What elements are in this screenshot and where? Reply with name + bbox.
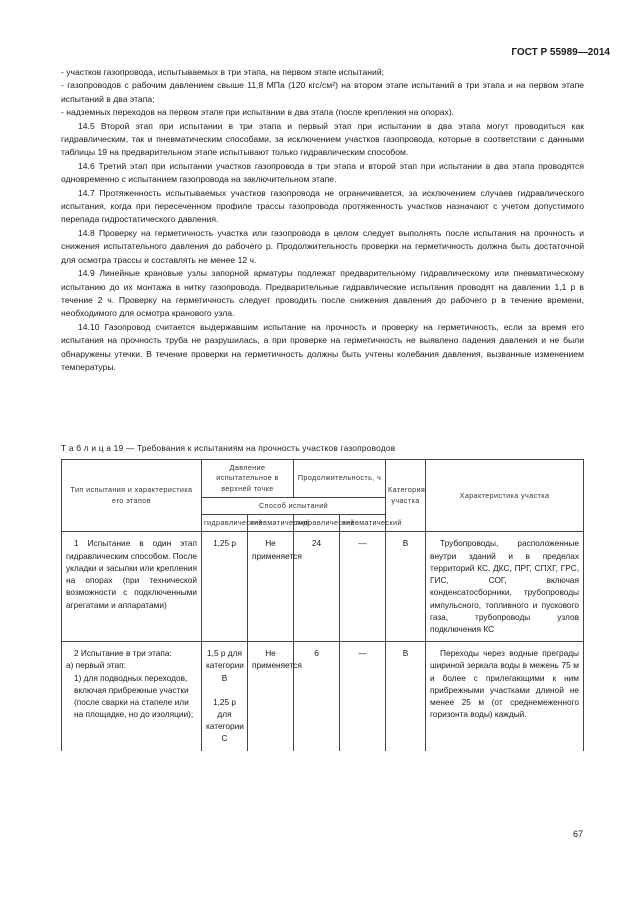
row-duration-hydraulic: 24: [294, 532, 340, 642]
table-row: [62, 532, 584, 642]
paragraph-14-9: 14.9 Линейные крановые узлы запорной арматуры подлежат предварительному гидравлическому или пневматическому испытанию до их монтажа в нитку газопровода. Предварительные гидравлические испытания проводят на давлении 1,1 р в течение 2 ч. Проверку на герметичность следует проводить после снижения давления до рабочего р в течение времени, необходимого для осмотра кранового узла.: [61, 268, 584, 319]
header-pneumatic: пневматический: [340, 515, 386, 532]
paragraph: - надземных переходов на первом этапе при испытании в два этапа (после крепления на опорах).: [61, 107, 455, 118]
row-duration-hydraulic: 6: [294, 642, 340, 751]
header-pressure: Давление испытательное в верхней точке: [202, 460, 294, 498]
header-hydraulic: гидравлический: [202, 515, 248, 532]
header-duration: Продолжительность, ч: [294, 460, 386, 498]
header-characteristic: Характеристика участка: [426, 460, 584, 532]
row-type-title: 2 Испытание в три этапа:: [74, 648, 172, 659]
row-characteristic: Трубопроводы, расположенные внутри зданий и в пределах территорий КС, ДКС, ПРГ, СПХГ, ГРС, ГИС, СОГ, включая конденсатосборники, трубопроводы импульсного, топливного и пускового газа, трубопроводы узлов подключения КС: [426, 532, 584, 642]
row-category: В: [386, 642, 426, 751]
row-type: 1 Испытание в один этап гидравлическим способом. После укладки и засыпки или крепления на опорах (при технической возможности с подключенными агрегатами и аппаратами): [62, 532, 202, 642]
paragraph-14-5: 14.5 Второй этап при испытании в три этапа и первый этап при испытании в два этапа могут проводиться как гидравлическим, так и пневматическим способами, за исключением участков газопровода, которые в соответствии с данными таблицы 19 на предварительном этапе испытывают только гидравлическим способом.: [61, 120, 584, 158]
header-category: Категория участка: [386, 460, 426, 532]
row-characteristic: Переходы через водные преграды шириной зеркала воды в межень 75 м и более с прилегающими к ним прибрежными участками длиной не менее 25 м (от среднемеженного горизонта воды) каждый.: [426, 642, 584, 751]
header-hydraulic: гидравлический: [294, 515, 340, 532]
row-type-item: 1) для подводных переходов, включая прибрежные участки (после сварки на стапеле или на площадке, но до изоляции);: [74, 672, 194, 720]
row-duration-pneumatic: —: [340, 532, 386, 642]
paragraph-14-10: 14.10 Газопровод считается выдержавшим испытание на прочность и проверку на герметичность, если за время его испытания на прочность труба не разрушилась, а при проверке на герметичность не выявлено падения давления и не были обнаружены утечки. В течение проверки на герметичность должны быть учтены колебания давления, вызванные изменением температуры.: [61, 321, 584, 372]
row-pressure-hydraulic: 1,25 р: [202, 532, 248, 642]
header-type: Тип испытания и характеристика его этапов: [62, 460, 202, 532]
row-type: [62, 642, 202, 751]
paragraph: - газопроводов с рабочим давлением свыше 11,8 МПа (120 кгс/см²) на втором этапе испытаний в три этапа и на первом этапе испытаний в два этапа;: [61, 80, 584, 104]
row-pressure-pneumatic: Не применяется: [248, 642, 294, 751]
header-pneumatic: пневматический: [248, 515, 294, 532]
table-caption: Т а б л и ц а 19 — Требования к испытаниям на прочность участков газопроводов: [61, 443, 396, 453]
paragraph-14-6: 14.6 Третий этап при испытании участков газопровода в три этапа и второй этап при испытании в два этапа проводятся одновременно с испытанием газопровода на заключительном этапе.: [61, 160, 584, 185]
header-method: Способ испытаний: [202, 497, 386, 514]
table-row: [62, 642, 584, 751]
body-text: [61, 66, 584, 374]
page-number: 67: [572, 829, 583, 839]
pressure-category-b: 1,5 р для категории В: [206, 648, 244, 683]
paragraph-14-7: 14.7 Протяженность испытываемых участков газопровода не ограничивается, за исключением случаев гидравлического испытания, когда при пересеченном профиле трассы газопровода протяженность участков назначают с учетом допустимого перепада гидростатического давления.: [61, 187, 584, 225]
paragraph: - участков газопровода, испытываемых в три этапа, на первом этапе испытаний;: [61, 67, 385, 77]
pressure-category-c: 1,25 р для категории С: [206, 696, 244, 744]
document-standard-header: ГОСТ Р 55989—2014: [511, 47, 610, 58]
row-type-stage: а) первый этап:: [66, 660, 126, 671]
row-duration-pneumatic: —: [340, 642, 386, 751]
paragraph-14-8: 14.8 Проверку на герметичность участка или газопровода в целом следует выполнять после испытания на прочность и снижения испытательного давления до рабочего р. Продолжительность проверки на герметичность должна быть достаточной для осмотра трассы и составлять не менее 12 ч.: [61, 227, 584, 265]
row-pressure-pneumatic: Не применяется: [248, 532, 294, 642]
requirements-table: [61, 459, 584, 751]
row-pressure-hydraulic: [202, 642, 248, 751]
row-category: В: [386, 532, 426, 642]
